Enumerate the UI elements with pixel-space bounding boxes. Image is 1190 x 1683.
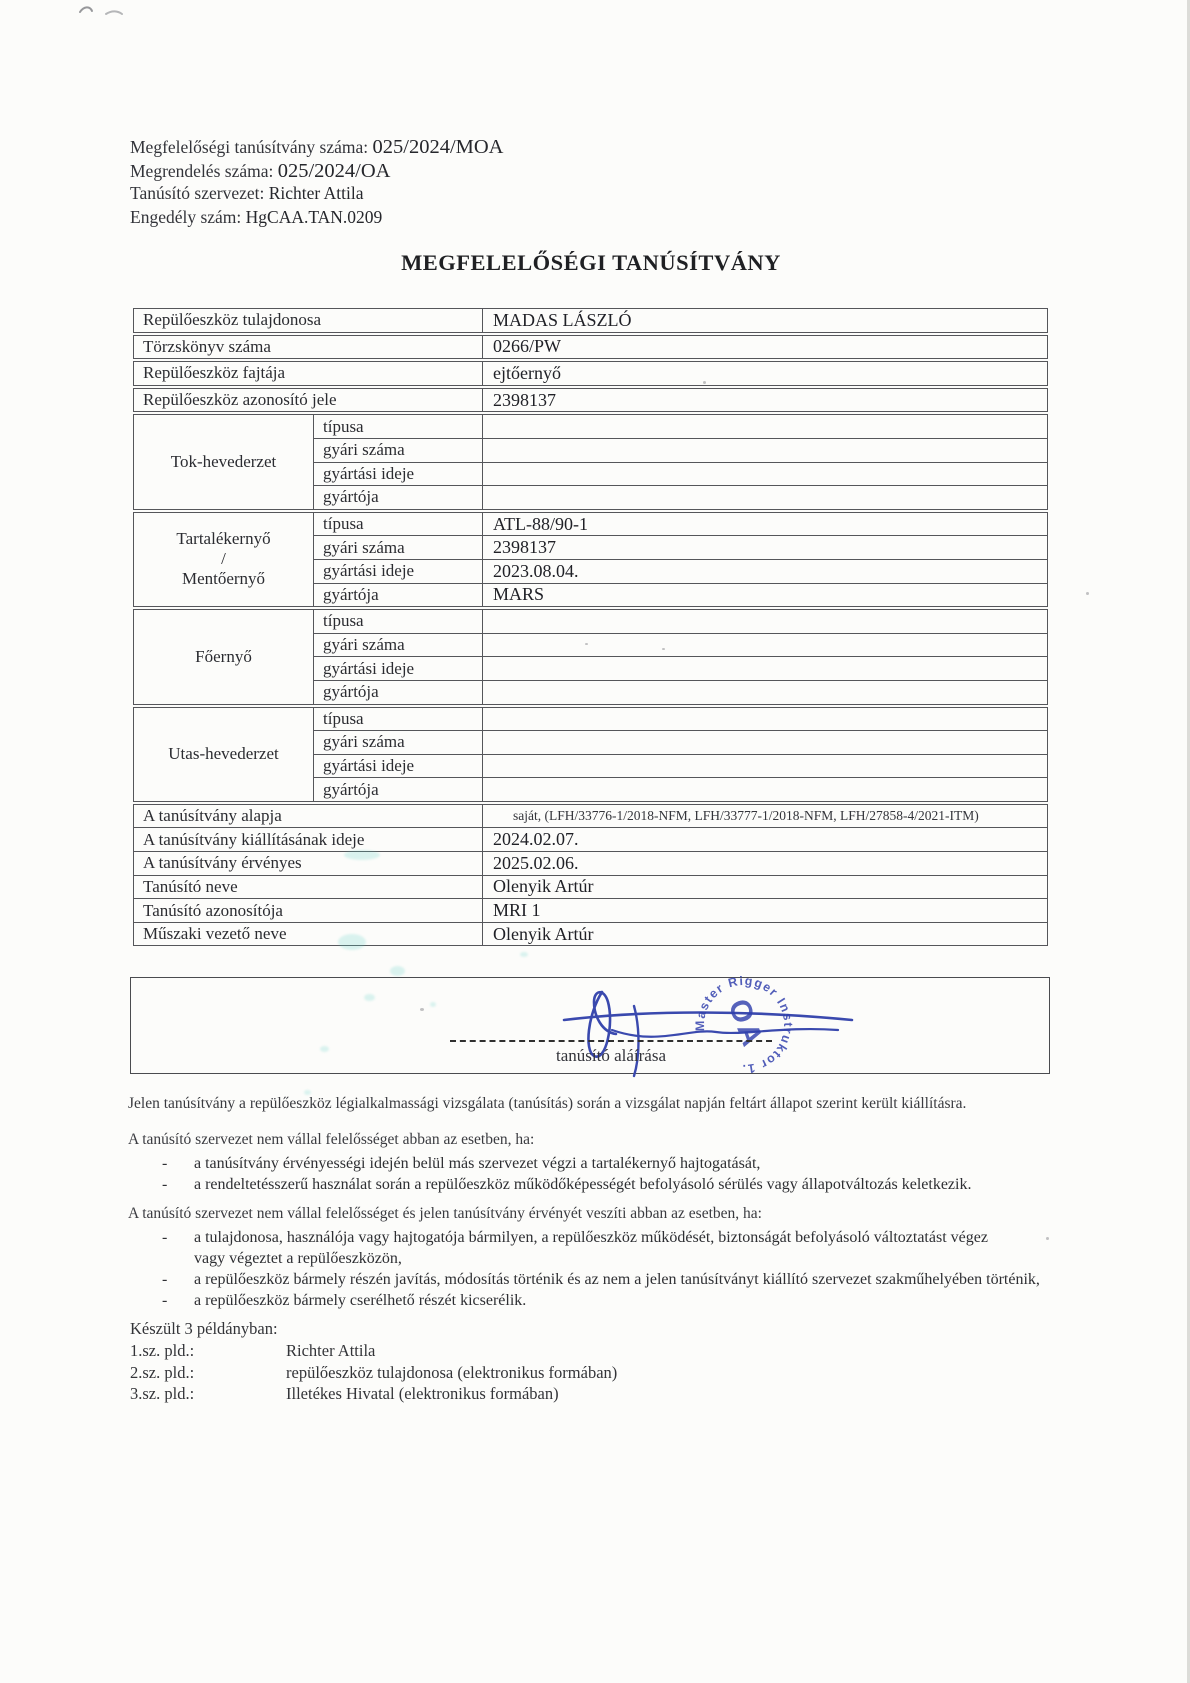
group-label <box>134 413 314 510</box>
header-label: Engedély szám: <box>130 206 246 227</box>
cell-sublabel: gyártási ideje <box>314 559 483 583</box>
scan-speckle <box>304 1090 311 1095</box>
cell-label: A tanúsítvány alapja <box>134 803 483 828</box>
scan-speckle <box>344 850 380 860</box>
header-line <box>130 136 503 160</box>
cell-value: Olenyik Artúr <box>483 875 1048 899</box>
cell-value: Olenyik Artúr <box>483 922 1048 946</box>
cell-value <box>483 438 1048 462</box>
scan-dust <box>420 1008 424 1011</box>
cell-label: A tanúsítvány érvényes <box>134 852 483 876</box>
cert-table <box>133 308 1048 946</box>
group-label <box>134 608 314 705</box>
header-value: Richter Attila <box>268 183 364 203</box>
bullet-dash: - <box>162 1176 168 1193</box>
cell-value <box>483 754 1048 778</box>
copy-recipient: repülőeszköz tulajdonosa (elektronikus formában) <box>286 1362 618 1382</box>
group-label-line: Főernyő <box>195 646 252 666</box>
cell-value: MRI 1 <box>483 899 1048 923</box>
copy-recipient: Richter Attila <box>286 1341 376 1360</box>
liability-list-2 <box>128 1227 1088 1311</box>
cell-sublabel: gyártója <box>314 583 483 608</box>
copy-recipient: Illetékes Hivatal (elektronikus formában) <box>286 1384 559 1403</box>
copy-row <box>130 1362 617 1384</box>
cell-sublabel: típusa <box>314 413 483 438</box>
group-label-line: / <box>221 549 226 569</box>
bullet-text: a tanúsítvány érvényességi idején belül más szervezet végzi a tartalékernyő hajtogatását, <box>194 1155 761 1172</box>
paragraph-issuance-note: Jelen tanúsítvány a repülőeszköz légialkalmassági vizsgálata (tanúsítás) során a vizsgálat napján feltárt állapot szerint került kiállításra. <box>128 1095 967 1112</box>
cell-sublabel: gyártója <box>314 486 483 511</box>
bullet-text: a repülőeszköz bármely cserélhető részét kicserélik. <box>194 1292 527 1309</box>
cell-value <box>483 778 1048 803</box>
scan-speckle <box>520 952 528 957</box>
cell-value <box>483 462 1048 486</box>
bullet-dash: - <box>162 1229 168 1246</box>
bullet-dash: - <box>162 1271 168 1288</box>
group-label-line: Mentőernyő <box>181 569 266 589</box>
table-row <box>134 309 1048 334</box>
group-label-line: Tartalékernyő <box>176 529 271 549</box>
table-row <box>134 875 1048 899</box>
bullet-text: a tulajdonosa, használója vagy hajtogatója bármilyen, a repülőeszköz működését, biztonságát befolyásoló változtatást végez vagy végeztet a repülőeszközön, <box>194 1229 988 1267</box>
copy-number: 1.sz. pld.: <box>130 1341 195 1360</box>
cell-sublabel: típusa <box>314 706 483 731</box>
cell-label: Repülőeszköz fajtája <box>134 360 483 387</box>
cell-value: 2398137 <box>483 536 1048 560</box>
cell-sublabel: gyártója <box>314 680 483 705</box>
table-row <box>134 828 1048 852</box>
bullet-item <box>128 1269 1088 1290</box>
cell-value <box>483 680 1048 705</box>
copy-row <box>130 1340 617 1362</box>
cell-value: saját, (LFH/33776-1/2018-NFM, LFH/33777-1/2018-NFM, LFH/27858-4/2021-ITM) <box>483 803 1048 828</box>
cell-value: ATL-88/90-1 <box>483 511 1048 536</box>
table-row <box>134 852 1048 876</box>
cell-value <box>483 731 1048 755</box>
table-row <box>134 922 1048 946</box>
cell-sublabel: gyári száma <box>314 438 483 462</box>
scan-speckle <box>390 966 405 976</box>
header-label: Tanúsító szervezet: <box>130 183 269 203</box>
cell-sublabel: gyári száma <box>314 633 483 657</box>
cell-sublabel: gyártási ideje <box>314 754 483 778</box>
cell-sublabel: gyártója <box>314 778 483 803</box>
cell-label: Műszaki vezető neve <box>134 922 483 946</box>
cell-sublabel: típusa <box>314 608 483 633</box>
paragraph-liability-head-1: A tanúsító szervezet nem vállal felelősséget abban az esetben, ha: <box>128 1131 535 1148</box>
cell-sublabel: gyártási ideje <box>314 462 483 486</box>
doc-header <box>130 136 503 230</box>
table-row <box>134 803 1048 828</box>
paragraph-liability-head-2: A tanúsító szervezet nem vállal felelősséget és jelen tanúsítvány érvényét veszíti abban az esetben, ha: <box>128 1205 762 1222</box>
cell-label: Repülőeszköz tulajdonosa <box>134 309 483 334</box>
scan-speckle <box>338 934 366 950</box>
cell-value <box>483 413 1048 438</box>
header-line <box>130 207 503 231</box>
header-label: Megfelelőségi tanúsítvány száma: <box>130 137 373 157</box>
header-value: HgCAA.TAN.0209 <box>245 206 383 227</box>
signature-caption: tanúsító aláírása <box>556 1046 666 1065</box>
scan-dust <box>703 381 706 384</box>
header-line <box>130 160 503 184</box>
cell-label: Tanúsító azonosítója <box>134 899 483 923</box>
table-row <box>134 706 1048 731</box>
group-label <box>134 706 314 803</box>
table-row <box>134 511 1048 536</box>
copy-number: 3.sz. pld.: <box>130 1384 195 1403</box>
bullet-text: a rendeltetésszerű használat során a repülőeszköz működőképességét befolyásoló sérülés vagy állapotváltozás keletkezik. <box>194 1176 972 1193</box>
scan-speckle <box>364 994 375 1001</box>
bullet-item <box>128 1153 1088 1174</box>
copies-rows <box>130 1340 617 1405</box>
liability-list-1 <box>128 1153 1088 1195</box>
cell-label: Repülőeszköz azonosító jele <box>134 387 483 414</box>
pen-scribble-mark <box>76 2 146 24</box>
svg-text:Master Rigger Instruktor 1.: Master Rigger Instruktor 1. <box>693 973 796 1076</box>
bullet-dash: - <box>162 1292 168 1309</box>
cell-sublabel: gyári száma <box>314 731 483 755</box>
cell-value: MARS <box>483 583 1048 608</box>
cell-value: 2024.02.07. <box>483 828 1048 852</box>
cell-label: A tanúsítvány kiállításának ideje <box>134 828 483 852</box>
scan-dust <box>662 648 665 650</box>
cell-value: 2025.02.06. <box>483 852 1048 876</box>
cell-sublabel: gyári száma <box>314 536 483 560</box>
copy-number: 2.sz. pld.: <box>130 1362 195 1382</box>
header-value: 025/2024/MOA <box>372 136 504 158</box>
scan-dust <box>585 643 588 645</box>
cell-sublabel: gyártási ideje <box>314 657 483 681</box>
group-label-line: Utas-hevederzet <box>168 744 279 764</box>
page-title: MEGFELELŐSÉGI TANÚSÍTVÁNY <box>401 250 781 275</box>
cell-value: 0266/PW <box>483 334 1048 361</box>
bullet-item <box>128 1174 1088 1195</box>
header-line <box>130 183 503 207</box>
scan-dust <box>1086 592 1089 595</box>
table-row <box>134 387 1048 414</box>
group-label-line: Tok-hevederzet <box>170 452 277 472</box>
copies-heading: Készült 3 példányban: <box>130 1319 278 1338</box>
cell-label: Törzskönyv száma <box>134 334 483 361</box>
table-row <box>134 360 1048 387</box>
cell-value <box>483 633 1048 657</box>
header-value: 025/2024/OA <box>277 159 391 182</box>
table-row <box>134 334 1048 361</box>
copies-section <box>130 1318 617 1405</box>
bullet-text: a repülőeszköz bármely részén javítás, módosítás történik és az nem a jelen tanúsítványt kiállító szervezet szakműhelyében történik, <box>194 1271 1040 1288</box>
scan-dust <box>1046 1237 1049 1240</box>
cell-value <box>483 608 1048 633</box>
svg-text:OA: OA <box>721 994 770 1053</box>
cell-value: ejtőernyő <box>483 360 1048 387</box>
table-row <box>134 413 1048 438</box>
table-row <box>134 608 1048 633</box>
cell-label: Tanúsító neve <box>134 875 483 899</box>
cell-value <box>483 657 1048 681</box>
scan-speckle <box>320 1046 329 1052</box>
table-row <box>134 899 1048 923</box>
group-label <box>134 511 314 608</box>
cell-value <box>483 706 1048 731</box>
bullet-dash: - <box>162 1155 168 1172</box>
cell-value <box>483 486 1048 511</box>
copy-row <box>130 1383 617 1405</box>
header-label: Megrendelés száma: <box>130 160 278 181</box>
signature-line <box>450 1040 772 1042</box>
cell-sublabel: típusa <box>314 511 483 536</box>
bullet-item <box>128 1227 1088 1269</box>
cell-value: 2023.08.04. <box>483 559 1048 583</box>
scan-speckle <box>430 1002 436 1007</box>
bullet-item <box>128 1290 1088 1311</box>
cell-value: 2398137 <box>483 387 1048 414</box>
cell-value: MADAS LÁSZLÓ <box>483 309 1048 334</box>
